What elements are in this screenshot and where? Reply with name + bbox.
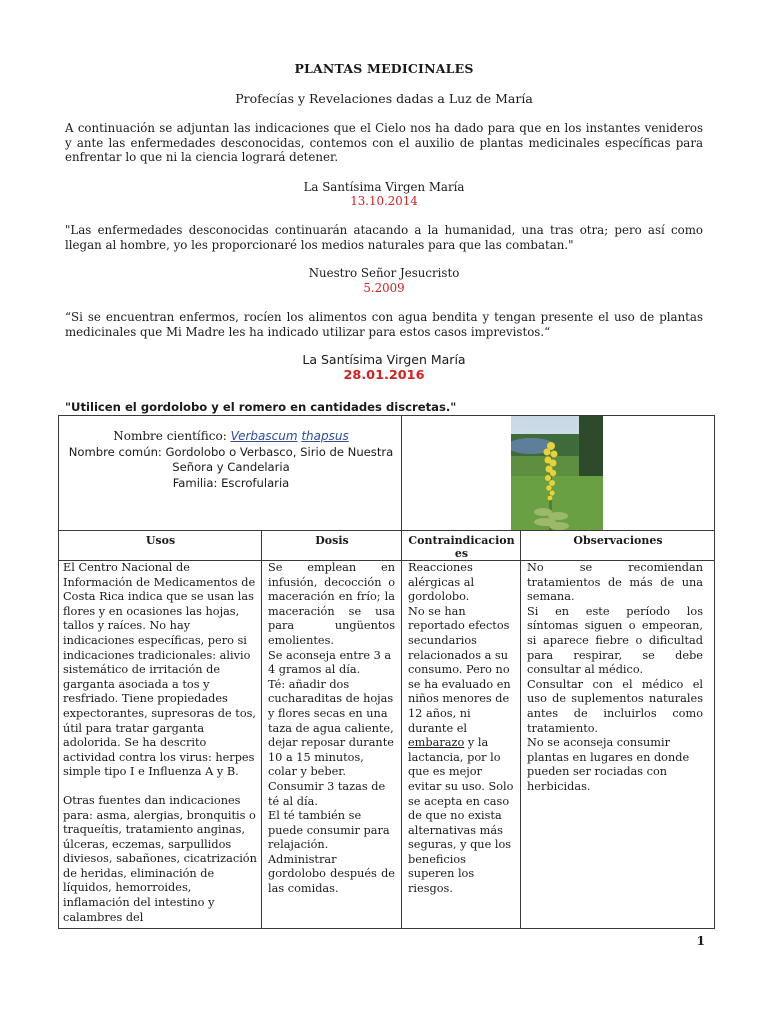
table-col-divider-3 (401, 415, 402, 929)
dosis-item-3: Té: añadir dos cucharaditas de hojas y flores secas en una taza de agua caliente, dejar reposar durante 10 a 15 minutos, colar y beber. Consumir 3 tazas de té al día. (268, 677, 394, 808)
obs-item-3: Consultar con el médico el uso de suplementos naturales antes de incluirlos como tratamiento. (527, 677, 703, 735)
table-col-divider-2 (261, 530, 262, 929)
contra-item-3: y la lactancia, por lo que es mejor evitar su uso. Solo se acepta en caso de que no exista alternativas más seguras, y que los beneficios superen los riesgos. (408, 736, 514, 896)
contra-item-1: Reacciones alérgicas al gordolobo. (408, 561, 475, 604)
table-col-divider-4 (520, 530, 521, 929)
quote-2: “Si se encuentran enfermos, rocíen los alimentos con agua bendita y tengan presente el uso de plantas medicinales que Mi Madre les ha indicado utilizar para estos casos imprevistos.“ (65, 310, 703, 339)
header-usos: Usos (145, 534, 176, 547)
dosis-item-1: Se emplean en infusión, decocción o maceración en frío; la maceración se usa para ungüentos emolientes. (268, 561, 395, 647)
contra-embarazo-link[interactable]: embarazo (408, 736, 465, 750)
cell-contraindicaciones (408, 561, 514, 928)
header-dosis: Dosis (315, 534, 349, 547)
cell-usos (63, 561, 258, 928)
dosis-item-4: El té también se puede consumir para relajación. (268, 809, 390, 852)
table-border-left (58, 415, 59, 929)
dosis-item-2: Se aconseja entre 3 a 4 gramos al día. (268, 648, 392, 677)
author-2: Nuestro Señor Jesucristo (308, 266, 460, 280)
header-observaciones: Observaciones (573, 534, 663, 547)
date-1: 13.10.2014 (350, 194, 418, 208)
contra-item-2: No se han reportado efectos secundarios relacionados a su consumo. Pero no se ha evaluado en niños menores de 12 años, ni durante el (408, 604, 511, 735)
quote-1: "Las enfermedades desconocidas continuarán atacando a la humanidad, una tras otra; pero así como llegan al hombre, yo les proporcionaré los medios naturales para que las combatan." (65, 223, 703, 252)
page-number: 1 (696, 934, 705, 948)
author-3: La Santísima Virgen María (302, 352, 466, 367)
scientific-genus[interactable]: Verbascum (230, 429, 298, 443)
mullein-plant-photo (511, 416, 603, 530)
plant-image-icon (511, 416, 603, 530)
quote-3: "Utilicen el gordolobo y el romero en cantidades discretas." (65, 400, 457, 414)
family-name: Escrofularia (221, 475, 290, 490)
obs-item-4: No se aconseja consumir plantas en lugares en donde pueden ser rociadas con herbicidas. (527, 736, 690, 793)
table-divider-image (58, 530, 715, 531)
table-border-bottom (58, 928, 715, 929)
table-border-right (714, 415, 715, 929)
table-border-top (58, 415, 715, 416)
cell-dosis (268, 561, 395, 928)
header-contraindicaciones: Contraindicacion es (408, 534, 515, 560)
common-names: Gordolobo o Verbasco, Sirio de Nuestra Señora y Candelaria (165, 444, 394, 475)
obs-item-2: Si en este período los síntomas siguen o empeoran, si aparece fiebre o dificultad para respirar, se debe consultar al médico. (527, 604, 703, 677)
date-2: 5.2009 (363, 281, 405, 295)
family-label: Familia: (172, 475, 218, 490)
dosis-item-5: Administrar gordolobo después de las comidas. (268, 852, 395, 896)
author-1: La Santísima Virgen María (303, 180, 465, 194)
scientific-name-label: Nombre científico: (113, 429, 227, 443)
cell-observaciones (527, 561, 703, 928)
scientific-species[interactable]: thapsus (301, 429, 349, 443)
obs-item-1: No se recomiendan tratamientos de más de una semana. (527, 561, 703, 604)
common-name-label: Nombre común: (68, 444, 162, 459)
document-title: PLANTAS MEDICINALES (294, 61, 474, 76)
usos-paragraph-1: El Centro Nacional de Información de Medicamentos de Costa Rica indica que se usan las flores y en ocasiones las hojas, tallos y raíces. No hay indicaciones específicas, pero si indicaciones tradicionales: alivio sistemático de irritación de garganta asociada a tos y resfriado. Tiene propiedades expectorantes, supresoras de tos, útil para tratar garganta adolorida. Se ha descrito actividad contra los virus: herpes simple tipo I e Influenza A y B. (63, 561, 257, 779)
intro-paragraph: A continuación se adjuntan las indicaciones que el Cielo nos ha dado para que en los instantes venideros y ante las enfermedades desconocidas, contemos con el auxilio de plantas medicinales específicas para enfrentar lo que ni la ciencia logrará detener. (65, 121, 703, 165)
date-3: 28.01.2016 (343, 368, 425, 383)
usos-paragraph-2: Otras fuentes dan indicaciones para: asma, alergias, bronquitis o traqueítis, tratamiento anginas, úlceras, eczemas, sarpullidos diviesos, sabañones, cicatrización de heridas, eliminación de líquidos, hemorroides, inflamación del intestino y calambres del (63, 793, 257, 924)
document-subtitle: Profecías y Revelaciones dadas a Luz de María (235, 91, 533, 106)
plant-identification (62, 429, 400, 491)
